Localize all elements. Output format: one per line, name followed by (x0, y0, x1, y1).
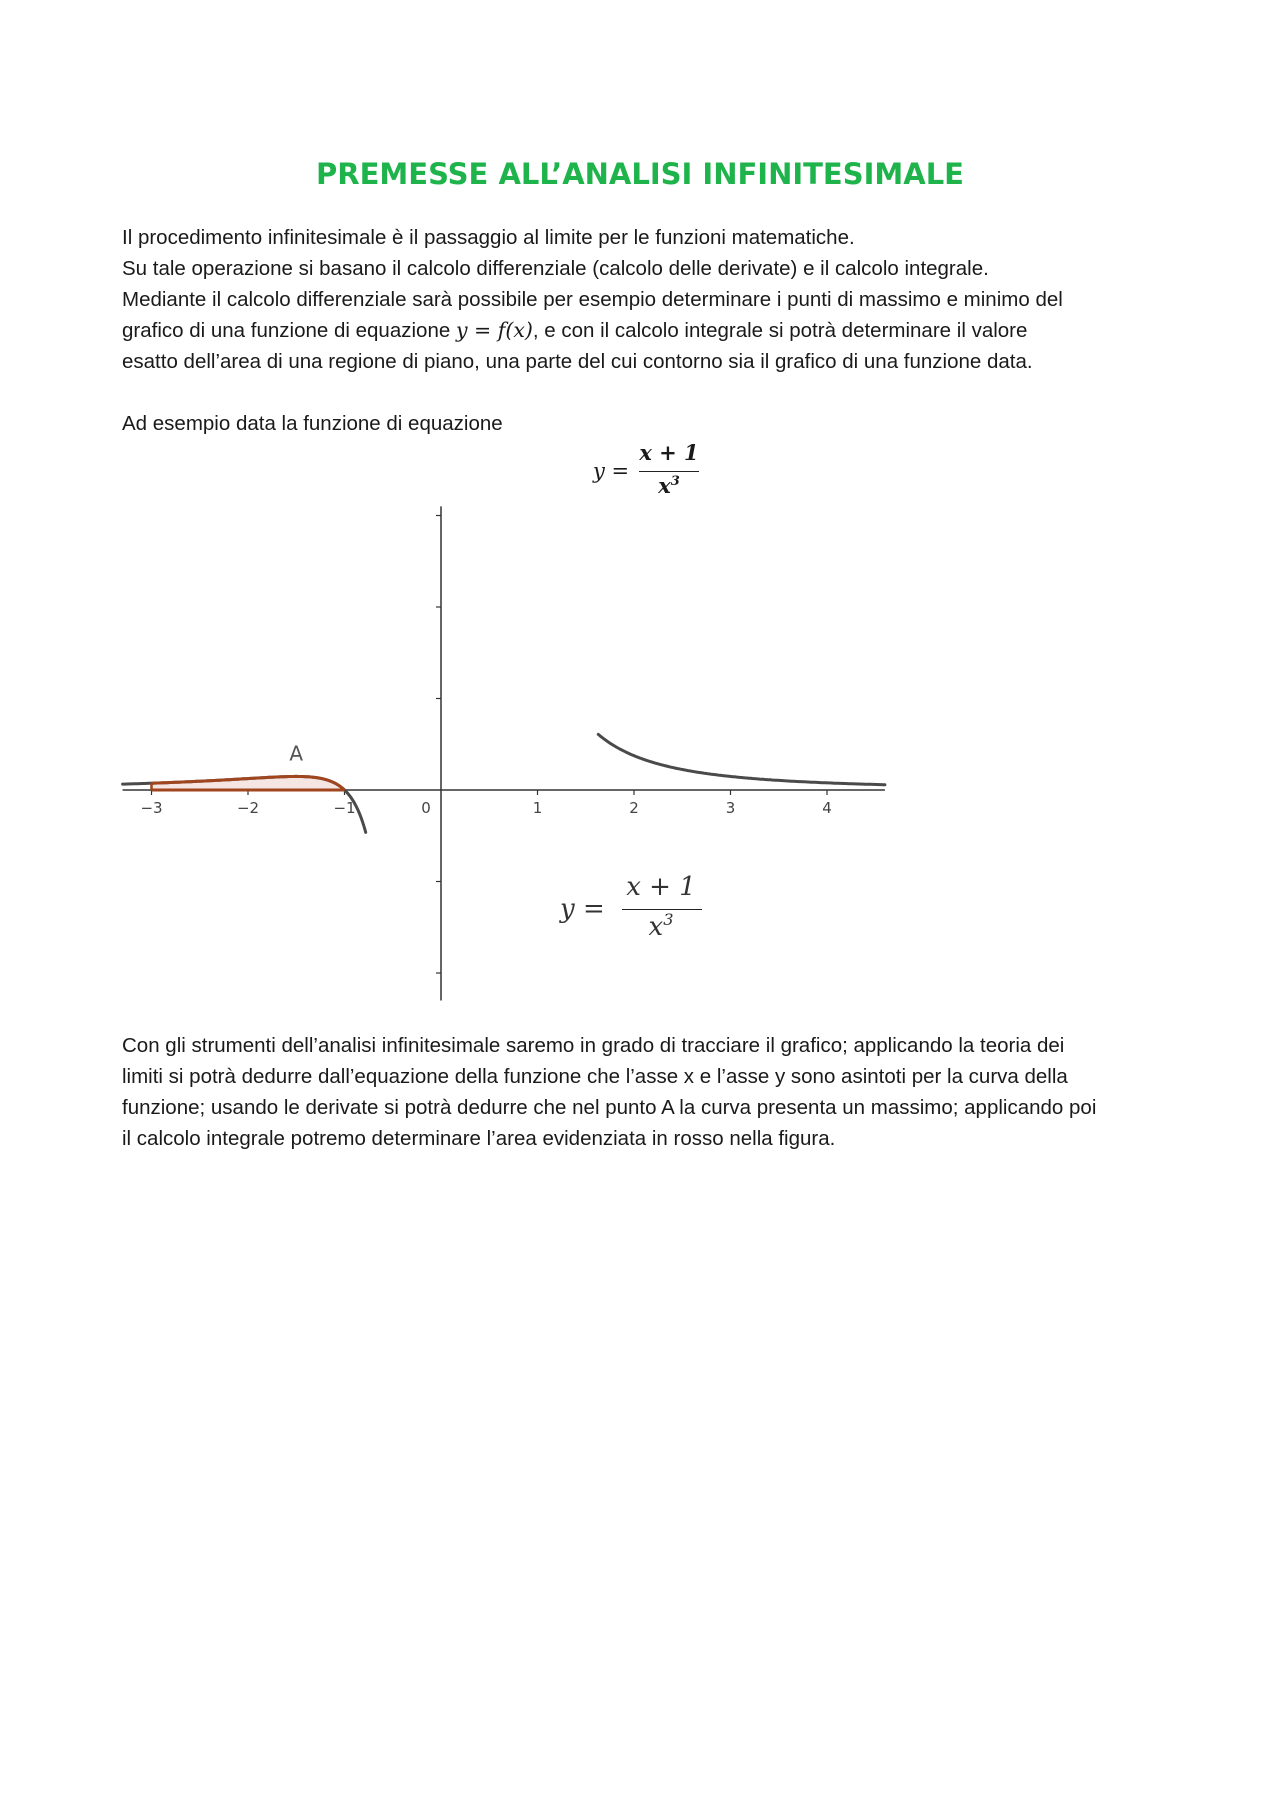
formula-lhs: y = (560, 894, 605, 924)
intro-line: Mediante il calcolo differenziale sarà possibile per esempio determinare i punti di massimo e minimo del (122, 288, 1063, 311)
denominator-exponent: 3 (663, 910, 674, 930)
curve-branch (598, 734, 885, 784)
formula-numerator: x + 1 (626, 872, 696, 902)
intro-line: Il procedimento infinitesimale è il passaggio al limite per le funzioni matematiche. (122, 226, 855, 249)
intro-text: grafico di una funzione di equazione (122, 319, 456, 342)
x-tick-label: 0 (421, 799, 431, 817)
point-label-a: A (289, 741, 304, 766)
conclusion-paragraph (122, 1030, 1182, 1154)
conclusion-line: limiti si potrà dedurre dall’equazione della funzione che l’asse x e l’asse y sono asintoti per la curva della (122, 1065, 1068, 1088)
x-tick-label: −3 (140, 799, 163, 817)
example-text: Ad esempio data la funzione di equazione (122, 412, 503, 435)
x-tick-label: −1 (333, 799, 356, 817)
inline-math: y = f(x) (455, 318, 533, 342)
page-title: PREMESSE ALL’ANALISI INFINITESIMALE (316, 157, 964, 191)
x-tick-label: −2 (236, 799, 260, 817)
intro-text: , e con il calcolo integrale si potrà determinare il valore (532, 319, 1028, 342)
x-tick-label: 1 (532, 799, 543, 817)
intro-line: Su tale operazione si basano il calcolo differenziale (calcolo delle derivate) e il calcolo integrale. (122, 257, 989, 280)
formula-plot-label (560, 872, 710, 948)
denominator-exponent: 3 (670, 473, 680, 489)
denominator-base: x (648, 912, 664, 942)
x-tick-label: 4 (822, 799, 832, 817)
conclusion-line: Con gli strumenti dell’analisi infinitesimale saremo in grado di tracciare il grafico; applicando la teoria dei (122, 1034, 1065, 1057)
fraction-bar (622, 909, 702, 910)
conclusion-line: il calcolo integrale potremo determinare l’area evidenziata in rosso nella figura. (122, 1127, 836, 1150)
x-tick-label: 3 (725, 799, 736, 817)
x-tick-label: 2 (629, 799, 639, 817)
conclusion-line: funzione; usando le derivate si potrà dedurre che nel punto A la curva presenta un massimo; applicando poi (122, 1096, 1097, 1119)
formula-numerator: x + 1 (639, 440, 699, 465)
denominator-base: x (658, 473, 671, 498)
intro-line: esatto dell’area di una regione di piano, una parte del cui contorno sia il grafico di una funzione data. (122, 350, 1033, 373)
formula-denominator (618, 912, 704, 942)
formula-lhs: y = (593, 459, 630, 483)
